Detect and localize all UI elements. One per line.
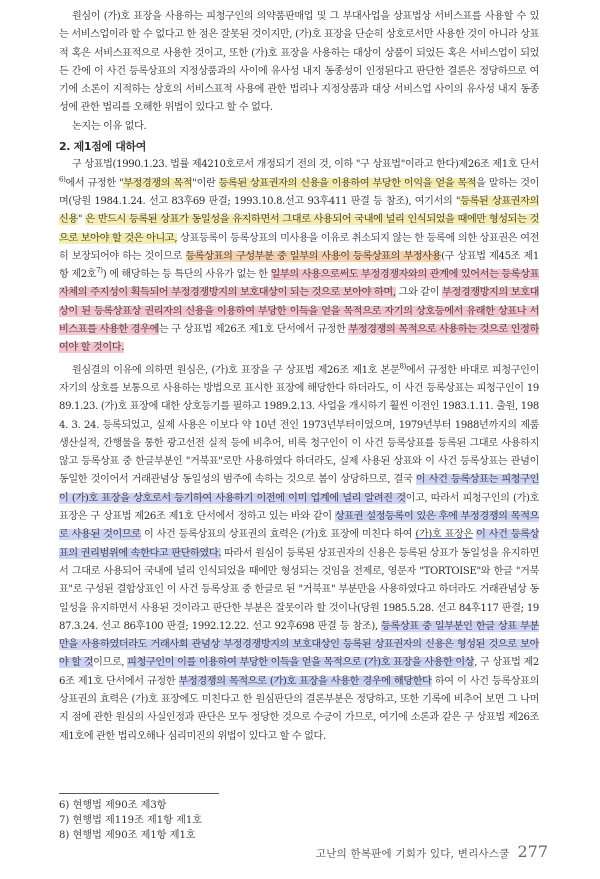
p2-text-q: 는 구 상표법 제26조 제1호 단서에서 규정한 [158,324,349,336]
footnote-7: 7) 현행법 제119조 제1항 제1호 [59,815,203,826]
footnote-ref-6: 6) [59,175,66,184]
highlight-purpose-definition: 등록된 상표권자의 신용을 이용하여 부당한 이익을 얻을 목적 [218,177,477,189]
paragraph-1-rest: 수 있는 서비스업이라 할 수 없다고 한 점은 잘못된 것이지만, (가)호 표장을 단순히 상호로서만 사용한 것이 아니라 상표적 혹은 서비스표적으로 사용한 것이고, 또한 (가)호 표장을 사용하는 대상이 상품이 되었든 혹은 서비스업이 되었든 간에 이 사건 등록상표의 지정상품과의 사이에 유사성 내지 동종성이 인정된다고 판단한 결론은 정당하므로 여기에 소론이 지적하는 상호의 서비스표적 사용에 관한 법리나 지정상품과 대상 서비스업 사이의 유사성 내지 동종성에 관한 법리를 오해한 위법이 있다고 할 수 없다. [59,11,539,114]
running-title: 고난의 한복판에 기회가 있다, 변리사스쿨 [315,848,510,860]
paragraph-2 [59,156,539,357]
footnote-ref-7: 7) [96,266,103,275]
conclusion-line: 논지는 이유 없다. [72,120,147,132]
highlight-not-only-when: 은 반드시 등록된 상표가 동일성을 유지하면서 그대로 사용되어 국내에 널리 인식되었을 때에만 형성되는 것으로 보아야 할 것은 아니고, [59,214,539,244]
highlight-well-known: 일부의 사용으로써도 부정경쟁자와의 관계에 있어서는 등록상표 자체의 주지성이 획득되어 부정경쟁방지의 보호대상이 되는 것으로 보아야 하며, [59,269,540,299]
highlight-unfair-gain: 피청구인이 이를 이용하여 부당한 이득을 얻을 목적으로 (가)호 표장을 사용한 이상 [127,657,475,669]
highlight-after-registration: 상표권 설정등록이 있은 후에 부정경쟁의 목적으로 사용된 것이므로 [59,511,539,541]
highlight-conclusion: 부정경쟁의 목적으로 사용하는 것으로 인정하여야 할 것이다. [59,324,539,354]
paragraph-3 [59,362,539,746]
footnote-8: 8) 현행법 제90조 제1항 제1호 [59,830,196,841]
p2-text-a: 구 상표법(1990.1.23. 법률 제4210호로서 개정되기 전의 것, 이하 "구 상표법"이라고 한다)제26조 제1호 단서 [72,159,539,171]
page-body [59,8,539,746]
p2-text-o: 그와 같이 [395,287,443,299]
paragraph-1 [59,8,539,118]
paragraph-1-line-1: 원심이 (가)호 표장을 사용하는 피청구인의 의약품판매업 및 그 부대사업을 상표법상 서비스표를 사용할 [72,11,514,22]
footnote-ref-8: 8) [399,362,406,371]
p2-text-h: " [77,214,86,226]
p3-text-d: 이고, 따라서 피청구인의 (가)호 표장은 구 상표법 제26조 제1호 단서에서 정하고 있는 바와 같이 [59,492,539,523]
page-number: 277 [517,842,548,861]
highlight-widely-known: 이 사건 등록상표는 피청구인이 (가)호 표장을 상호로서 등기하여 사용하기 이전에 이미 업계에 널리 알려진 것 [59,474,539,504]
p3-text-f: 이 사건 등록상표의 상표권의 효력은 (가)호 표장에 미친다 하여 [140,529,416,541]
highlight-scope: 이 사건 등록상표의 권리범위에 속한다고 판단하였다. [59,529,540,559]
highlight-credit: 등록된 상표권자의 신용 [59,195,539,226]
page-footer [316,842,548,861]
p2-text-b: 에서 규정한 " [65,177,124,189]
section-heading: 2. 제1점에 대하여 [59,140,147,154]
highlight-unfair-purpose: 부정경쟁의 목적으로 (가)호 표장을 사용한 경우에 해당한다 [178,675,432,687]
p3-text-j: 따라서 원심이 등록된 상표권자의 신용은 등록된 상표가 동일성을 유지하면서 그대로 사용되어 국내에 널리 인식되었을 때에만 형성되는 것임을 전제로, 영문자 "TORTOISE"와 한글 "거북표"로 구성된 결합상표인 이 사건 등록상표 중 한글로 된 "거북표" 부분만을 사용하였다고 하더라도 거래관념상 동일성을 유지하면서 사용된 것이라고 판단한 부분은 잘못이라 할 것이나(당원 1985.5.28. 선고 84후117 판결; 1987.3.24. 선고 86후100 판결; 1992.12.22. 선고 92후698 판결 등 참조), [59,547,539,632]
highlight-korean-part: 등록상표 중 일부분인 한글 상표 부분만을 사용하였더라도 거래사회 관념상 부정경쟁방지의 보호대상인 등록된 상표권자의 신용은 형성된 것으로 보아야 할 것 [59,620,539,669]
highlight-partial-use: 등록상표의 구성부분 중 일부의 사용이 등록상표의 부정사용 [185,250,442,262]
p3-text-l: 이므로, [93,657,128,669]
p2-text-j: 상표등록이 등록상표의 미사용을 이유로 취소되지 않는 한 등록에 의한 상표권은 여전히 보장되어야 하는 것이므로 [59,232,539,262]
underline-mark: (가)호 표장은 [415,529,473,541]
highlight-purpose: 부정경쟁의 목적 [123,177,193,189]
p3-text-n: , 구 상표법 제26조 제1호 단서에서 규정한 [59,657,540,687]
p2-text-m: ) 에 해당하는 등 특단의 사유가 없는 한 [102,269,271,281]
footnote-6: 6) 현행법 제90조 제3항 [59,800,167,811]
highlight-protected-credit: 부정경쟁방지의 보호대상이 된 등록상표상 권리자의 신용을 이용하여 부당한 이득을 얻을 목적으로 자기의 상호등에서 유래한 상표나 서비스표를 사용한 경우에 [59,287,539,336]
p3-text-a: 원심결의 이유에 의하면 원심은, (가)호 표장을 구 상표법 제26조 제1호 본문 [72,364,400,376]
p3-text-b: 에서 규정한 바대로 피청구인이 자기의 상호를 보통으로 사용하는 방법으로 표시한 표장에 해당한다 하더라도, 이 사건 등록상표는 피청구인이 1989.1.23. (가)호 표장에 대한 상호등기를 필하고 1989.2.13. 사업을 개시하기 훨씬 이전인 1983.1.11. 출원, 1984. 3. 24. 등록되었고, 실제 사용은 이보다 약 10년 전인 1973년부터이었으며, 1979년부터 1988년까지의 제품 생산실적, 간행물을 통한 광고선전 실적 등에 비추어, 비록 청구인이 이 사건 등록상표를 등록된 그대로 사용하지 않고 등록상표 중 한글부분인 "거북표"로만 사용하였다 하더라도, 실제 사용된 상표와 이 사건 등록상표는 관념이 동일한 것이어서 거래관념상 동일성의 범주에 속하는 것으로 봄이 상당하므로, 결국 [59,364,539,486]
p2-text-f: 을 말하는 것이며(당원 1984.1.24. 선고 83후69 판결; 1993.10.8.선고 93후411 판결 등 참조), 여기서의 " [59,177,540,207]
p2-text-l: (구 상표법 제45조 제1항 제2호 [59,250,539,281]
footnotes [59,798,202,843]
footnote-divider [59,793,219,794]
p2-text-d: "이란 [192,177,219,189]
p3-text-p: 하여 이 사건 등록상표의 상표권의 효력은 (가)호 표장에도 미친다고 한 원심판단의 결론부분은 정당하고, 또한 기록에 비추어 보면 그 나머지 점에 관한 원심의 사실인정과 판단은 모두 정당한 것으로 수긍이 가므로, 여기에 소론과 같은 구 상표법 제26조 제1호에 관한 법리오해나 심리미진의 위법이 있다고 할 수 없다. [59,675,539,742]
